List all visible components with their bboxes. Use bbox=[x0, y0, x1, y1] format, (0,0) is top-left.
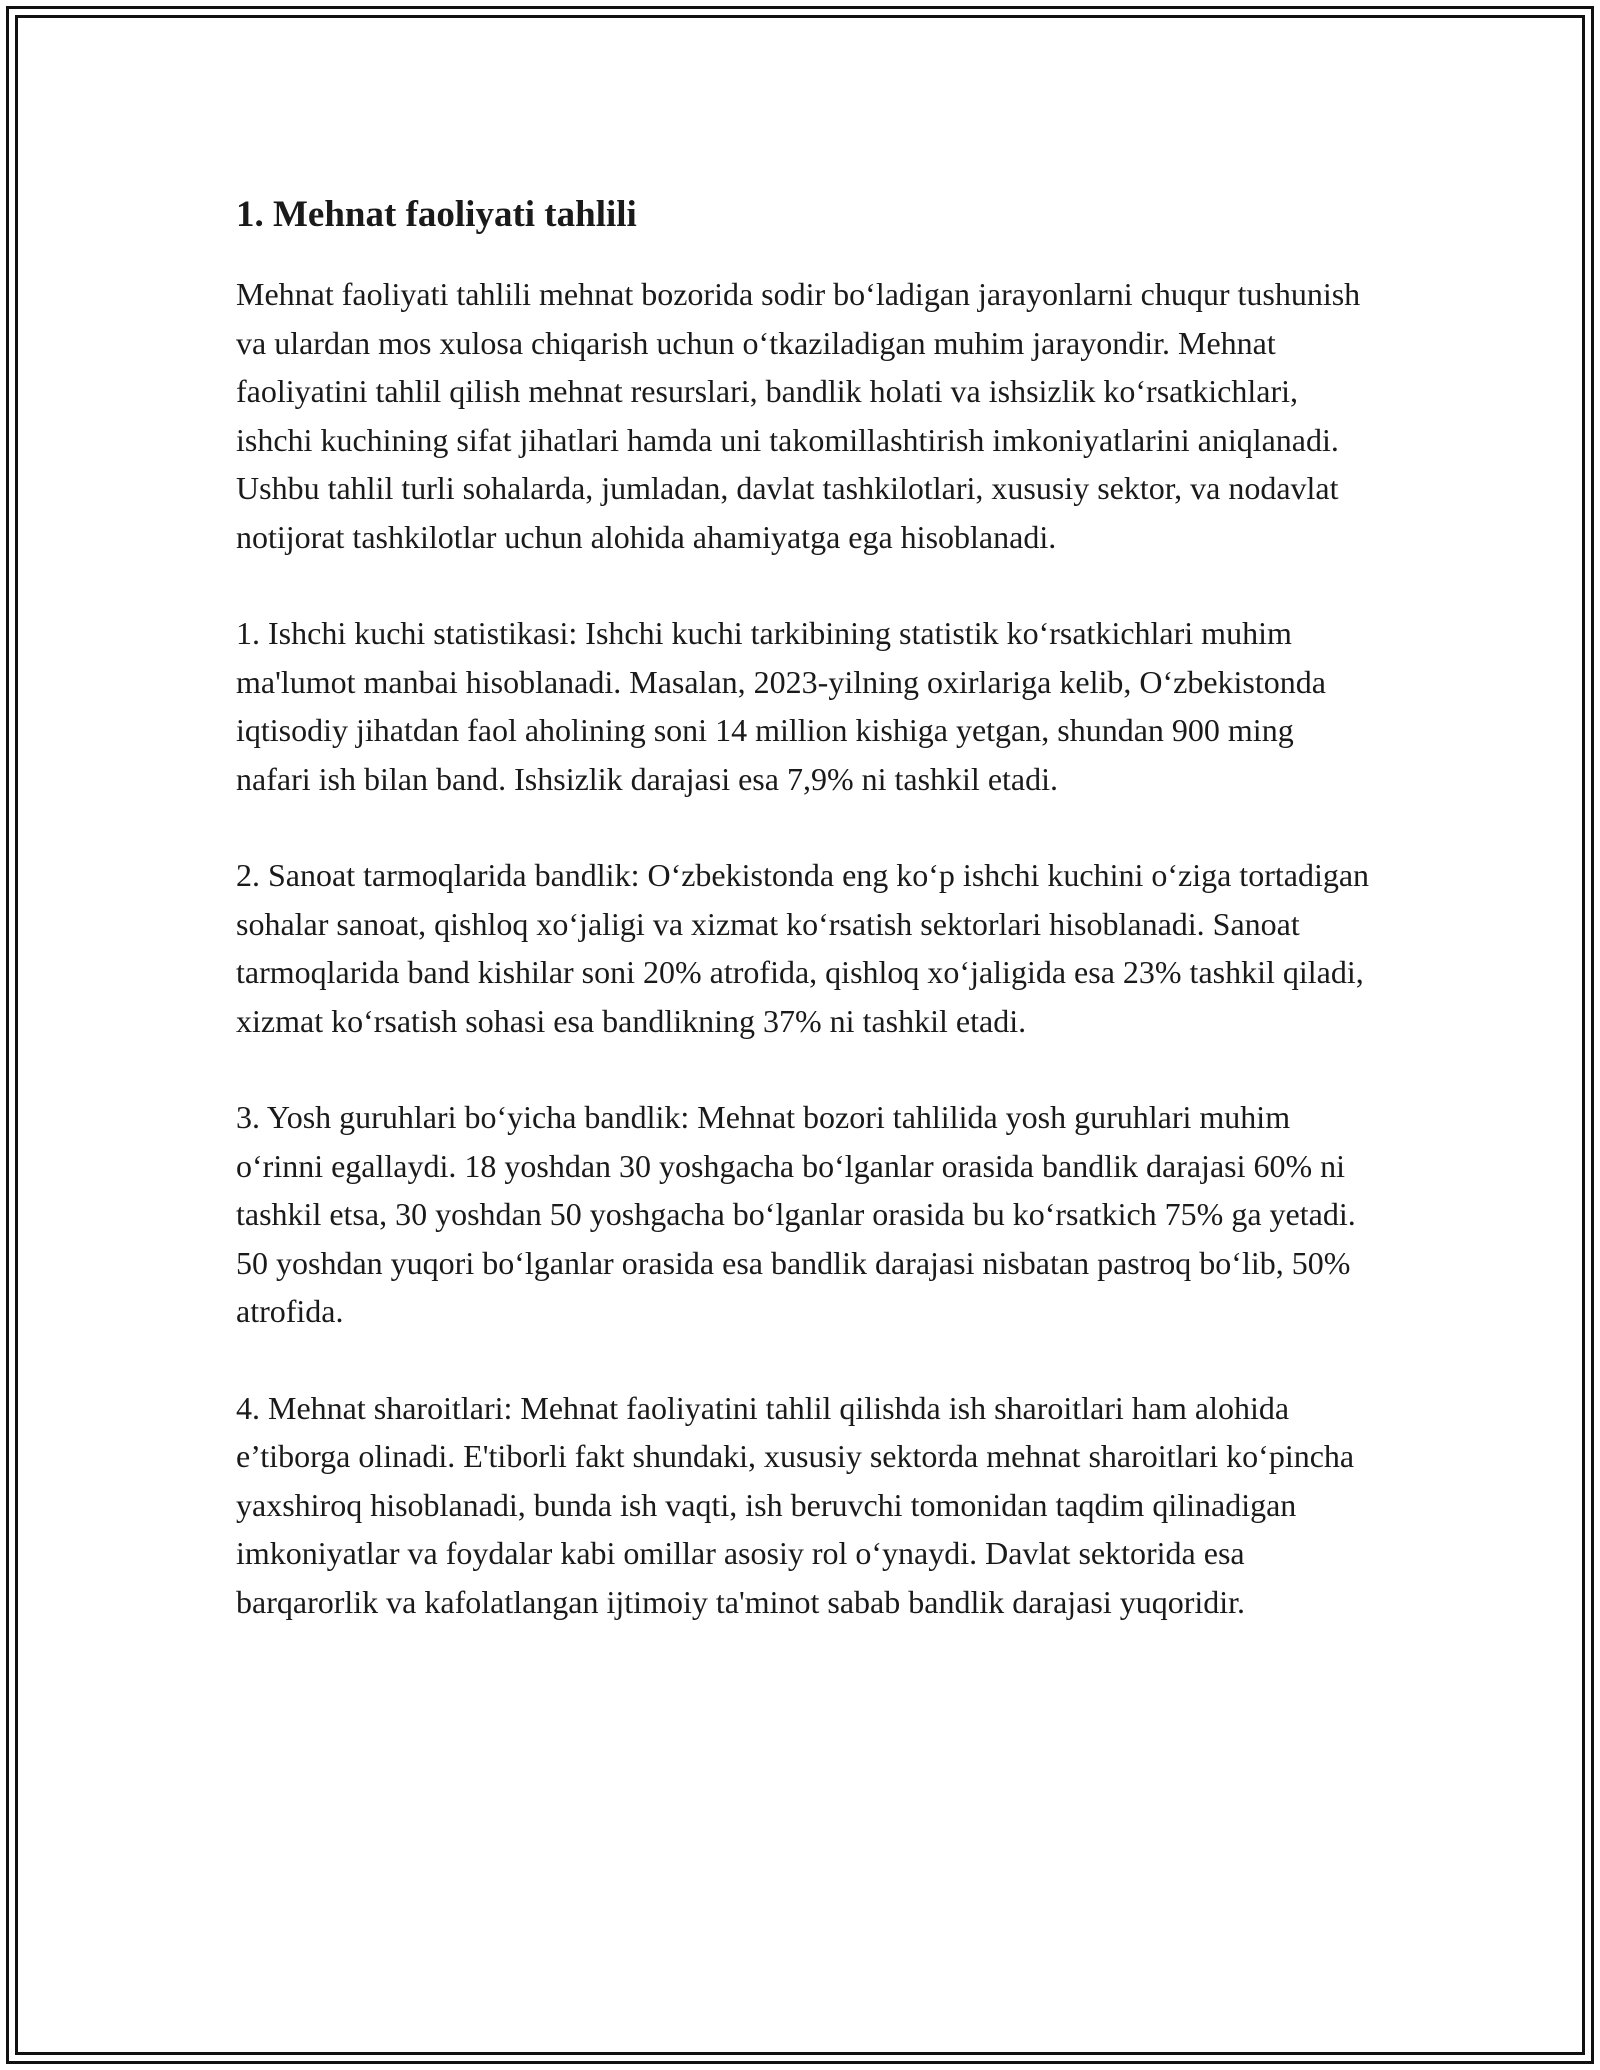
intro-paragraph: Mehnat faoliyati tahlili mehnat bozorida sodir bo‘ladigan jarayonlarni chuqur tushunish va ulardan mos xulosa chiqarish uchun o‘tkaziladigan muhim jarayondir. Mehnat faoliyatini tahlil qilish mehnat resurslari, bandlik holati va ishsizlik ko‘rsatkichlari, ishchi kuchining sifat jihatlari hamda uni takomillashtirish imkoniyatlarini aniqlanadi. Ushbu tahlil turli sohalarda, jumladan, davlat tashkilotlari, xususiy sektor, va nodavlat notijorat tashkilotlar uchun alohida ahamiyatga ega hisoblanadi. bbox=[236, 276, 1361, 555]
document-body bbox=[236, 186, 1376, 1674]
paragraph-labor-statistics: 1. Ishchi kuchi statistikasi: Ishchi kuchi tarkibining statistik ko‘rsatkichlari muhim ma'lumot manbai hisoblanadi. Masalan, 2023-yilning oxirlariga kelib, O‘zbekistonda iqtisodiy jihatdan faol aholining soni 14 million kishiga yetgan, shundan 900 ming nafari ish bilan band. Ishsizlik darajasi esa 7,9% ni tashkil etadi. bbox=[236, 615, 1326, 797]
section-title: 1. Mehnat faoliyati tahlili bbox=[236, 194, 637, 235]
paragraph-working-conditions: 4. Mehnat sharoitlari: Mehnat faoliyatini tahlil qilishda ish sharoitlari ham alohida e’tiborga olinadi. E'tiborli fakt shundaki, xususiy sektorda mehnat sharoitlari ko‘pincha yaxshiroq hisoblanadi, bunda ish vaqti, ish beruvchi tomonidan taqdim qilinadigan imkoniyatlar va foydalar kabi omillar asosiy rol o‘ynaydi. Davlat sektorida esa barqarorlik va kafolatlangan ijtimoiy ta'minot sabab bandlik darajasi yuqoridir. bbox=[236, 1389, 1355, 1620]
paragraph-age-group-employment: 3. Yosh guruhlari bo‘yicha bandlik: Mehnat bozori tahlilida yosh guruhlari muhim o‘rinni egallaydi. 18 yoshdan 30 yoshgacha bo‘lganlar orasida bandlik darajasi 60% ni tashkil etsa, 30 yoshdan 50 yoshgacha bo‘lganlar orasida bu ko‘rsatkich 75% ga yetadi. 50 yoshdan yuqori bo‘lganlar orasida esa bandlik darajasi nisbatan pastroq bo‘lib, 50% atrofida. bbox=[236, 1099, 1356, 1329]
paragraph-industry-employment: 2. Sanoat tarmoqlarida bandlik: O‘zbekistonda eng ko‘p ishchi kuchini o‘ziga tortadigan sohalar sanoat, qishloq xo‘jaligi va xizmat ko‘rsatish sektorlari hisoblanadi. Sanoat tarmoqlarida band kishilar soni 20% atrofida, qishloq xo‘jaligida esa 23% tashkil qiladi, xizmat ko‘rsatish sohasi esa bandlikning 37% ni tashkil etadi. bbox=[236, 857, 1370, 1039]
